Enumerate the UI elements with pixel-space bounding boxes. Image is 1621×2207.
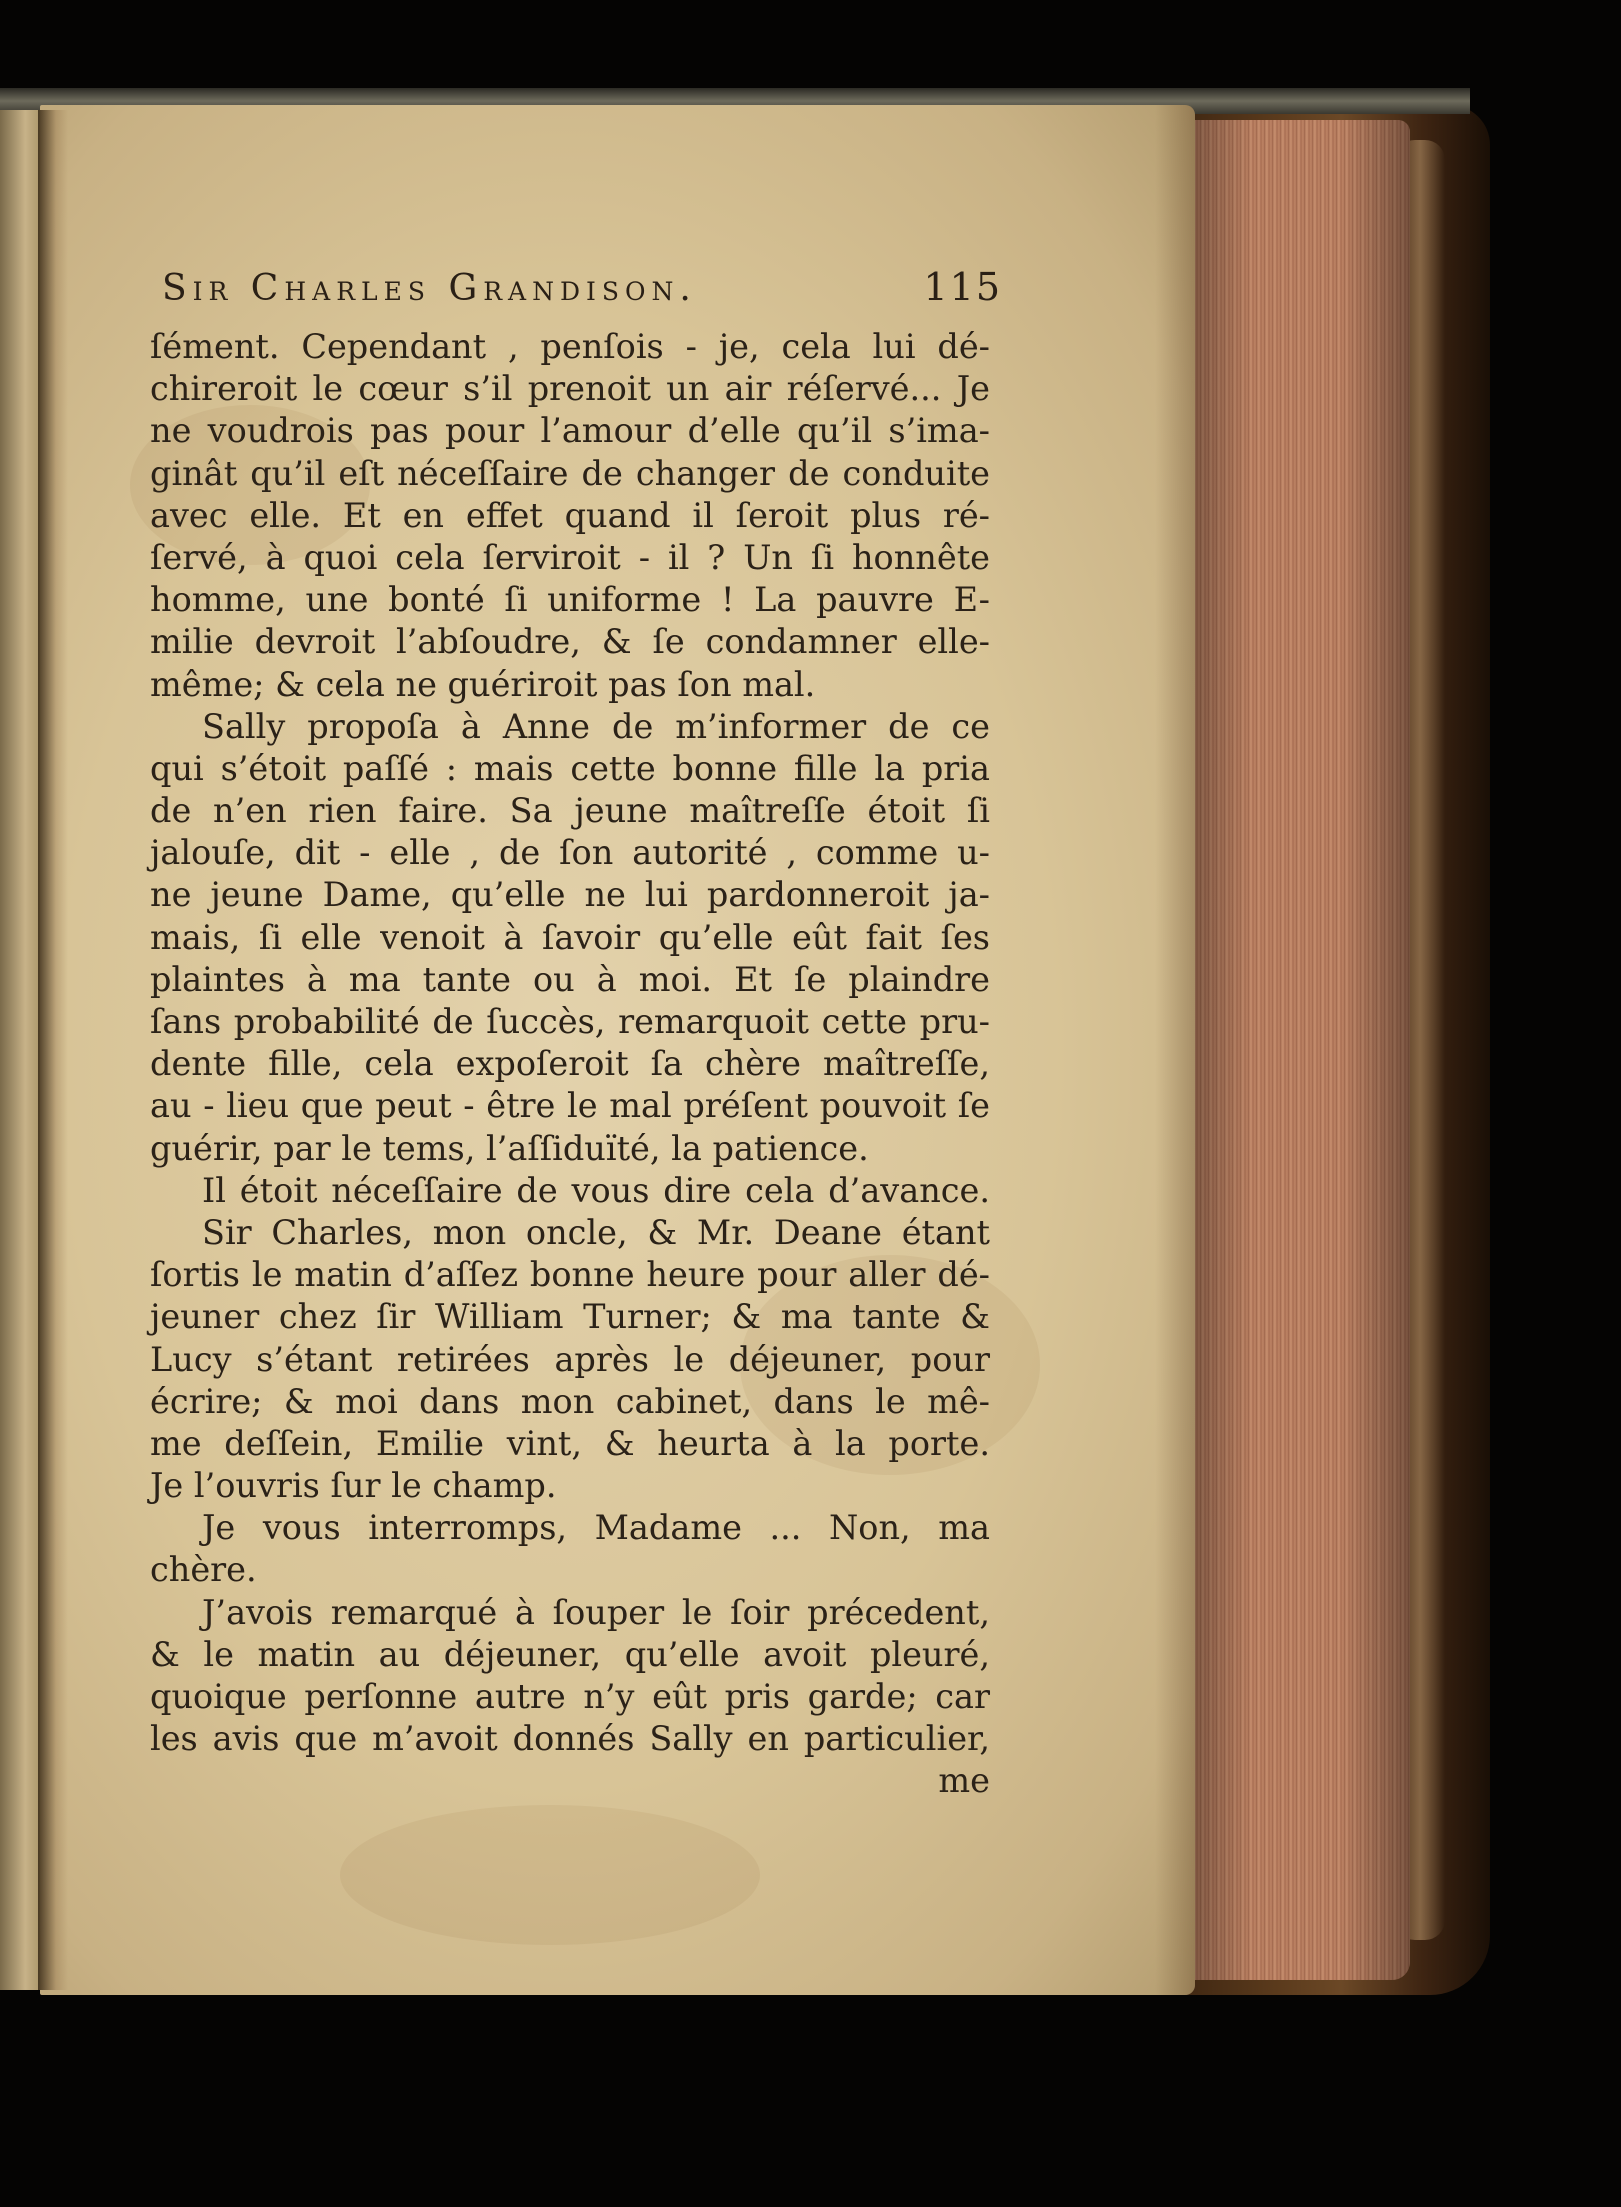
text-line: me deſſein, Emilie vint, & heurta à la porte.	[150, 1423, 990, 1463]
text-line: même; & cela ne guériroit pas ſon mal.	[150, 664, 816, 704]
text-line: mais, ſi elle venoit à ſavoir qu’elle eût fait ſes	[150, 917, 990, 957]
text-line: jeuner chez ſir William Turner; & ma tante &	[150, 1297, 990, 1337]
text-line: Je vous interromps, Madame ... Non, ma	[202, 1508, 990, 1548]
text-line: ſément. Cependant , penſois - je, cela lui dé-	[150, 327, 990, 366]
catchword: me	[938, 1761, 990, 1801]
text-line: jalouſe, dit - elle , de ſon autorité , comme u-	[150, 833, 990, 873]
text-line: guérir, par le tems, l’aſſiduïté, la patience.	[150, 1128, 869, 1168]
facing-page-edge	[0, 110, 42, 1990]
text-line: Il étoit néceſſaire de vous dire cela d’avance.	[202, 1170, 990, 1210]
gutter-shadow	[38, 110, 68, 1990]
text-line: quoique perſonne autre n’y eût pris garde; car	[150, 1677, 990, 1716]
text-line: ginât qu’il eſt néceſſaire de changer de conduite	[150, 453, 990, 493]
text-line: dente fille, cela expoſeroit ſa chère maîtreſſe,	[150, 1044, 990, 1084]
text-line: ſans probabilité de ſuccès, remarquoit cette pru-	[150, 1002, 990, 1041]
text-line: ſortis le matin d’aſſez bonne heure pour aller dé-	[150, 1255, 990, 1295]
page-edges-shadow	[1185, 120, 1410, 1980]
text-line: écrire; & moi dans mon cabinet, dans le mê-	[150, 1381, 990, 1421]
text-line: chère.	[150, 1550, 257, 1590]
page-number: 115	[923, 265, 1002, 309]
text-line: de n’en rien faire. Sa jeune maîtreſſe étoit ſi	[150, 791, 990, 831]
running-head-title: Sir Charles Grandison.	[162, 268, 697, 309]
text-line: chireroit le cœur s’il prenoit un air réſervé... Je	[150, 369, 990, 409]
text-line: avec elle. Et en effet quand il ſeroit plus ré-	[150, 495, 990, 535]
text-line: milie devroit l’abſoudre, & ſe condamner elle-	[150, 622, 990, 662]
text-line: Sally propoſa à Anne de m’informer de ce	[202, 706, 990, 746]
text-line: & le matin au déjeuner, qu’elle avoit pleuré,	[150, 1634, 990, 1674]
text-line: Lucy s’étant retirées après le déjeuner, pour	[150, 1339, 990, 1379]
text-line: les avis que m’avoit donnés Sally en particulier,	[150, 1719, 990, 1759]
text-line: au - lieu que peut - être le mal préſent pouvoit ſe	[150, 1086, 990, 1126]
text-line: plaintes à ma tante ou à moi. Et ſe plaindre	[150, 959, 990, 999]
text-line: homme, une bonté ſi uniforme ! La pauvre E-	[150, 580, 990, 620]
body-text	[150, 326, 990, 1803]
text-line: Sir Charles, mon oncle, & Mr. Deane étant	[202, 1212, 990, 1252]
text-line: ne voudrois pas pour l’amour d’elle qu’il s’ima-	[150, 411, 990, 451]
page-edge-shadow	[1155, 105, 1195, 1995]
text-line: Je l’ouvris ſur le champ.	[150, 1466, 557, 1506]
text-line: qui s’étoit paſſé : mais cette bonne fille la pria	[150, 748, 990, 788]
text-line: ſervé, à quoi cela ſerviroit - il ? Un ſi honnête	[150, 537, 990, 577]
running-head	[162, 265, 1002, 309]
text-line: J’avois remarqué à ſouper le ſoir précedent,	[202, 1592, 990, 1632]
text-line: ne jeune Dame, qu’elle ne lui pardonneroit ja-	[150, 875, 990, 915]
paper-stain	[340, 1805, 760, 1945]
